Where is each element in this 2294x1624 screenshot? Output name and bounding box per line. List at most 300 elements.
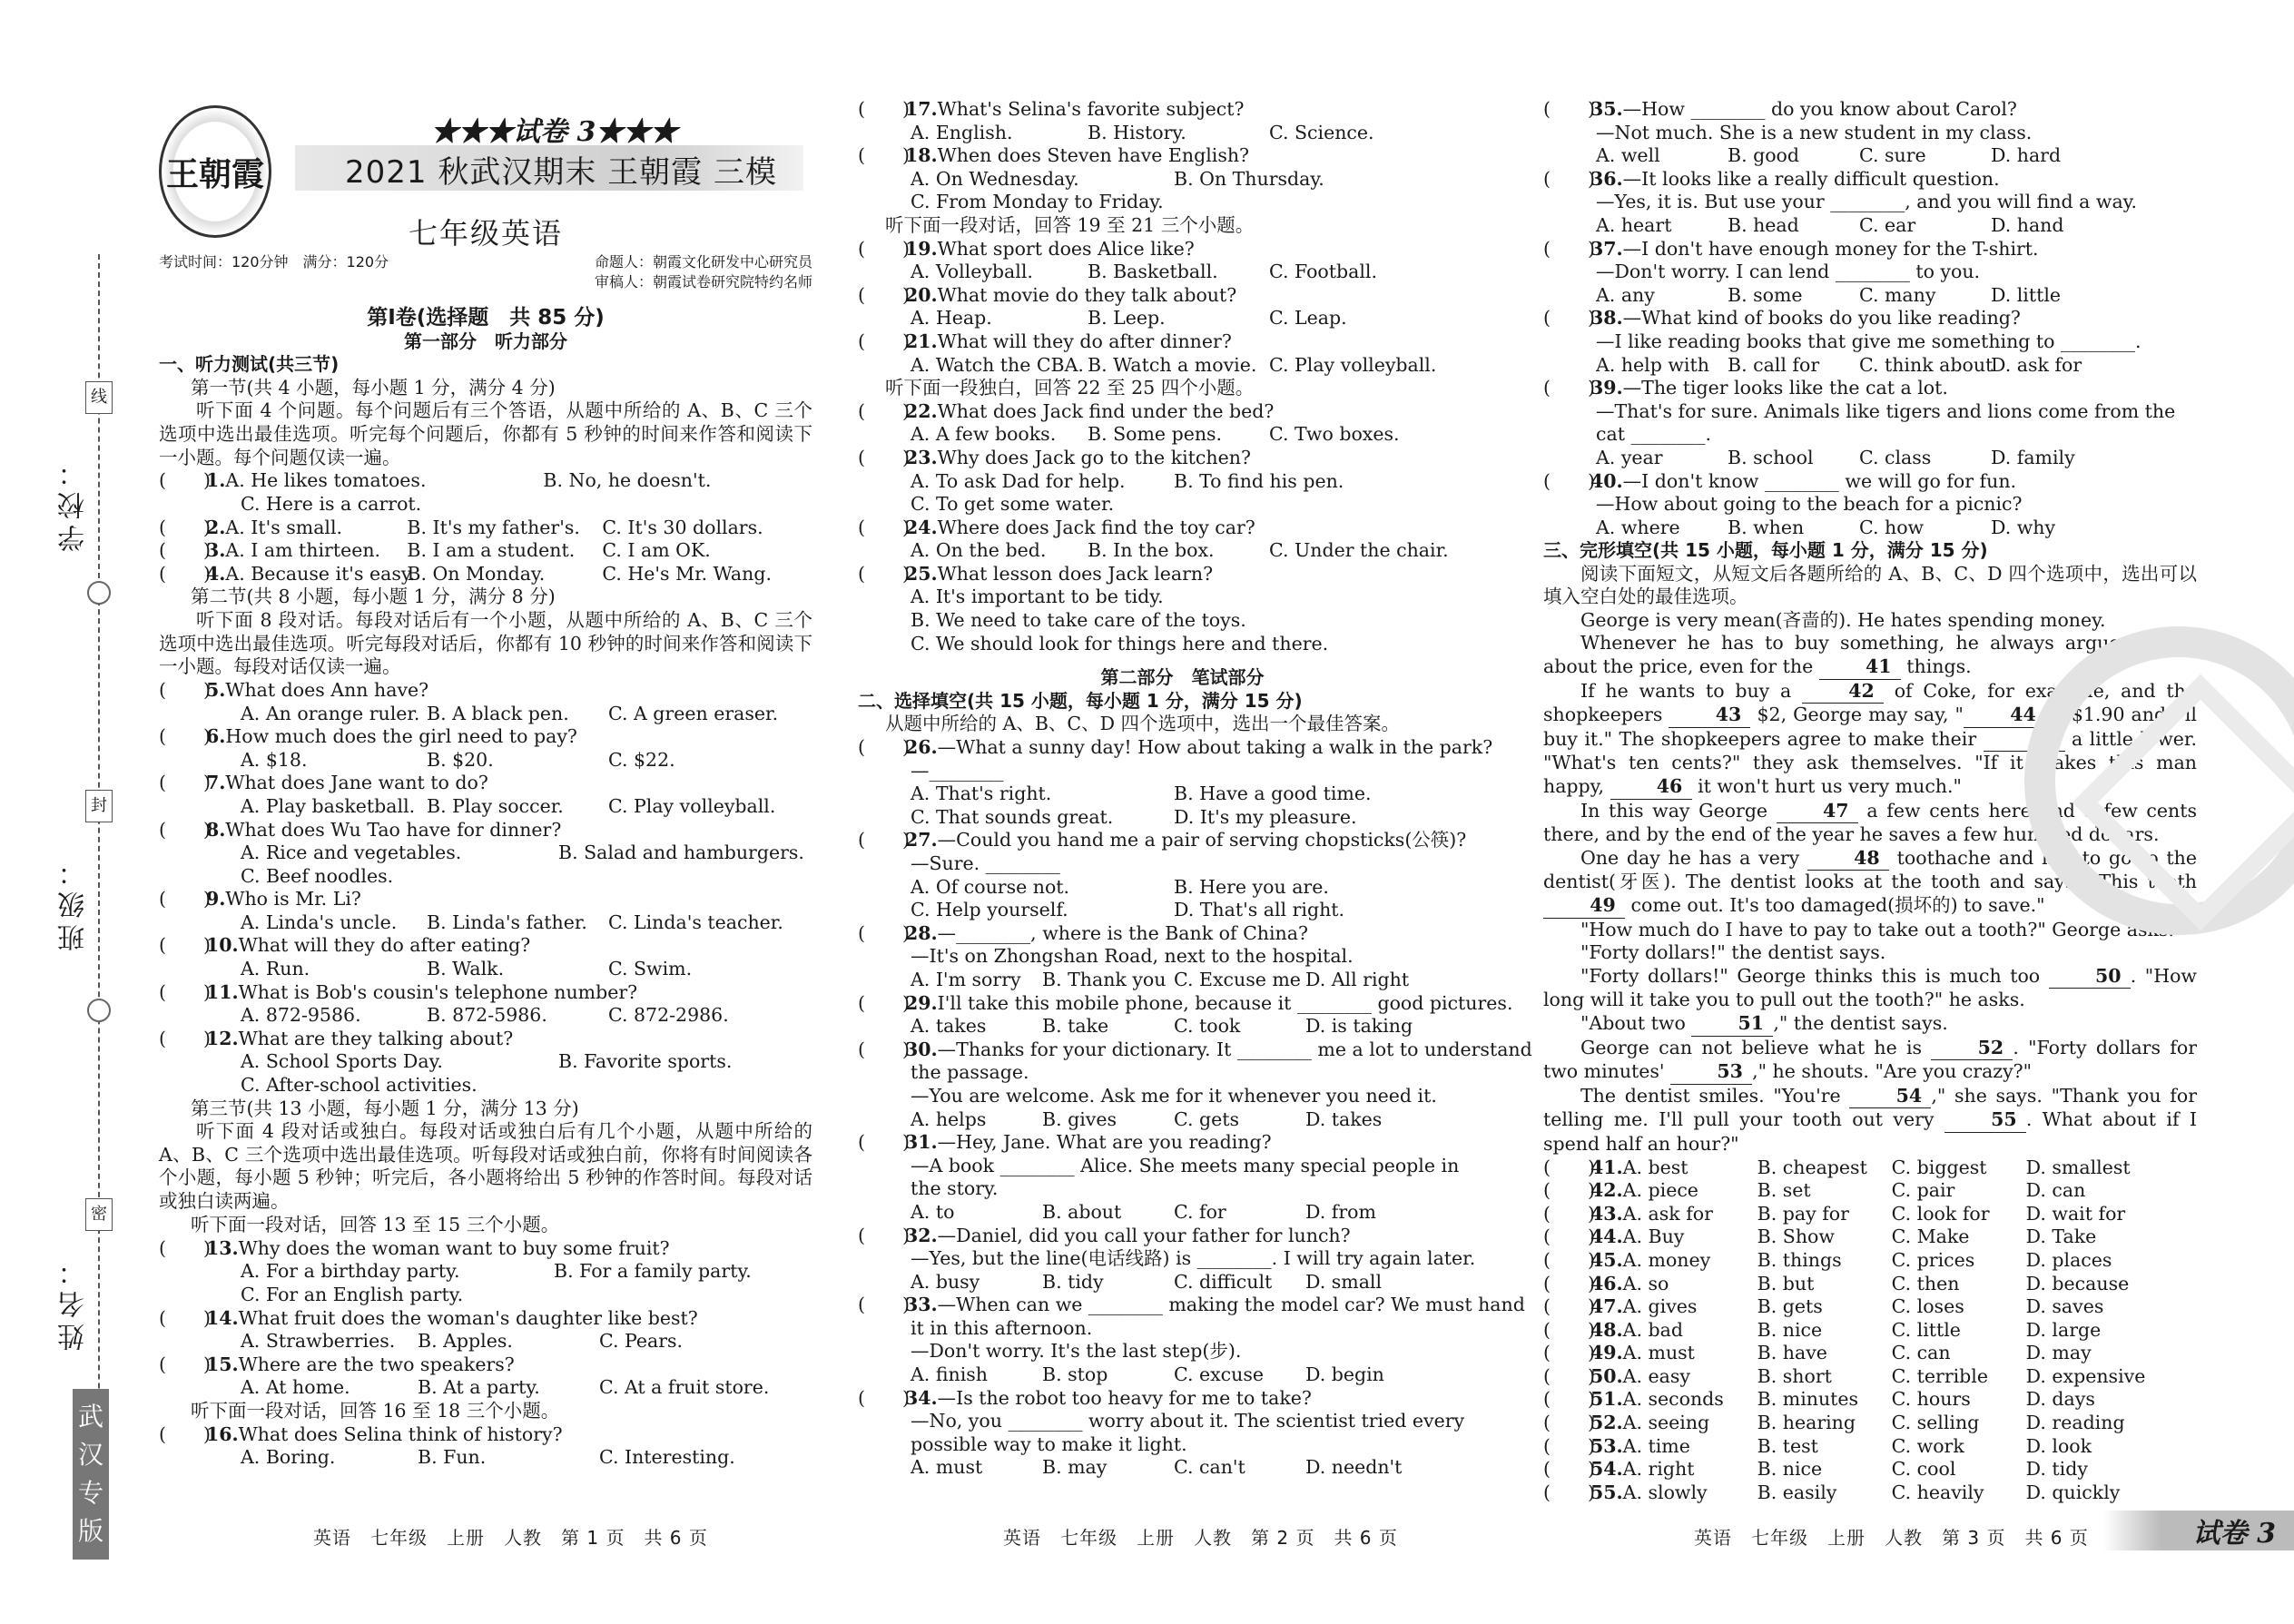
answer-bracket[interactable]: ( ) [858,1386,910,1409]
option-a[interactable]: A. Play basketball. [241,794,416,817]
option-d[interactable]: D. because [2025,1272,2130,1294]
option-a[interactable]: A. finish [911,1363,988,1386]
cloze-paragraph-7: "Forty dollars!" the dentist says. [1580,941,1886,964]
option-d[interactable]: D. family [1991,446,2075,468]
option-d[interactable]: D. ask for [1991,353,2082,376]
option-b[interactable]: B. minutes [1757,1388,1859,1411]
question-number: 44. [1590,1225,1623,1248]
answer-bracket[interactable]: ( ) [858,1131,910,1154]
answer-bracket[interactable]: ( ) [159,678,211,701]
option-c[interactable]: C. ear [1859,213,1916,236]
cloze-text: ," she says. "Thank you for telling me. I'll pull your tooth out very [1543,1084,2197,1131]
answer-bracket[interactable]: ( ) [858,283,910,306]
option-a[interactable]: A. Of course not. [911,875,1070,898]
option-d[interactable]: D. places [2025,1248,2112,1271]
option-c[interactable]: C. Play volleyball. [1269,353,1437,376]
option-a[interactable]: A. Rice and vegetables. [241,842,462,864]
answer-bracket[interactable]: ( ) [858,516,910,538]
option-a[interactable]: A. takes [911,1015,987,1038]
option-a[interactable]: A. Volleyball. [911,261,1033,283]
answer-bracket[interactable]: ( ) [1543,1225,1595,1248]
answer-bracket[interactable]: ( ) [159,516,211,538]
cloze-blank[interactable]: 47 [1777,800,1858,824]
answer-bracket[interactable]: ( ) [1543,377,1595,399]
question-number: 39. [1590,377,1623,399]
option-a[interactable]: A. School Sports Day. [241,1050,443,1073]
option-c[interactable]: C. It's 30 dollars. [602,516,763,538]
question-number: 12. [206,1027,239,1049]
option-b[interactable]: B. Watch a movie. [1088,353,1257,376]
question-stem [858,238,1507,261]
option-c[interactable]: C. loses [1891,1295,1964,1318]
option-c[interactable]: C. Football. [1269,261,1377,283]
option-a[interactable]: A. heart [1596,213,1672,236]
answer-bracket[interactable]: ( ) [858,399,910,422]
section-3-intro-1: 听下面一段对话，回答 13 至 15 三个小题。 [191,1214,560,1236]
answer-bracket[interactable]: ( ) [1543,1318,1595,1341]
option-c[interactable]: C. Linda's teacher. [608,910,783,933]
option-b[interactable]: B. 872-5986. [427,1004,547,1027]
option-a[interactable]: A. A few books. [911,423,1057,446]
cloze-blank[interactable]: 49 [1543,894,1625,919]
question-stem [858,991,1513,1016]
answer-bracket[interactable]: ( ) [858,144,910,167]
option-a[interactable]: A. He likes tomatoes. [225,469,427,492]
answer-bracket[interactable]: ( ) [858,1038,910,1060]
option-b[interactable]: B. gives [1042,1107,1117,1130]
answer-bracket[interactable]: ( ) [159,888,211,910]
option-a[interactable]: A. I'm sorry [911,968,1021,990]
option-a[interactable]: A. to [911,1200,955,1223]
cloze-paragraph-6: "How much do I have to pay to take out a tooth?" George asks. [1580,918,2174,940]
answer-bracket[interactable]: ( ) [159,980,211,1003]
option-b[interactable]: B. Some pens. [1088,423,1223,446]
option-c[interactable]: C. Swim. [608,958,693,980]
option-d[interactable]: D. little [1991,283,2062,306]
option-b[interactable]: B. Thank you [1042,968,1167,990]
option-c[interactable]: C. Interesting. [599,1446,735,1469]
answer-bracket[interactable]: ( ) [858,736,910,759]
option-b[interactable]: B. For a family party. [554,1260,752,1283]
option-d[interactable]: D. That's all right. [1174,899,1345,921]
option-c[interactable]: C. At a fruit store. [599,1376,770,1399]
option-a[interactable]: A. seeing [1622,1412,1710,1434]
option-c[interactable]: C. selling [1891,1412,1980,1434]
option-c[interactable]: C. Excuse me [1174,968,1301,990]
option-b[interactable]: B. History. [1088,121,1186,143]
answer-bracket[interactable]: ( ) [159,1306,211,1329]
answer-bracket[interactable]: ( ) [858,562,910,585]
answer-bracket[interactable]: ( ) [159,562,211,585]
answer-bracket[interactable]: ( ) [858,330,910,352]
cloze-text: come out. It's too damaged(损坏的) to save." [1625,894,2045,916]
option-c[interactable]: C. pair [1891,1179,1955,1202]
option-c[interactable]: C. cool [1891,1458,1956,1481]
option-b[interactable]: B. cheapest [1757,1156,1867,1178]
answer-bracket[interactable]: ( ) [159,818,211,841]
option-c[interactable]: C. can [1891,1342,1951,1364]
option-a[interactable]: A. An orange ruler. [241,702,420,724]
option-b[interactable]: B. In the box. [1088,539,1215,562]
question-number: 1. [206,469,226,492]
option-c[interactable]: C. Two boxes. [1269,423,1400,446]
answer-bracket[interactable]: ( ) [858,829,910,851]
question-stem [1543,1295,2197,1319]
option-a[interactable]: A. 872-9586. [241,1004,361,1027]
option-b[interactable]: B. Apples. [418,1330,513,1353]
option-a[interactable]: A. That's right. [911,782,1052,805]
binding-gutter [0,0,145,1624]
option-b[interactable]: B. nice [1757,1318,1823,1341]
answer-bracket[interactable]: ( ) [1543,1179,1595,1202]
answer-bracket[interactable]: ( ) [159,1353,211,1375]
answer-bracket[interactable]: ( ) [1543,1156,1595,1178]
question-text: What lesson does Jack learn? [937,562,1214,585]
option-d[interactable]: D. from [1305,1200,1376,1223]
option-b[interactable]: B. I am a student. [407,539,576,562]
option-b[interactable]: B. On Monday. [407,562,546,585]
option-c[interactable]: C. gets [1174,1107,1240,1130]
page-footer-2: 英语 七年级 上册 人教 第 2 页 共 6 页 [1003,1527,1398,1549]
question-number: 45. [1590,1248,1623,1271]
option-c[interactable]: C. Pears. [599,1330,684,1353]
option-c[interactable]: C. look for [1891,1202,1990,1225]
cloze-blank[interactable]: 54 [1849,1085,1931,1109]
option-b[interactable]: B. Play soccer. [427,794,564,817]
option-c[interactable]: C. Leap. [1269,307,1347,330]
question-stem [159,1423,812,1447]
question-number: 32. [905,1224,938,1246]
option-b[interactable]: B. Here you are. [1174,875,1329,898]
option-b[interactable]: B. when [1728,516,1805,538]
option-b[interactable]: B. Have a good time. [1174,782,1372,805]
answer-bracket[interactable]: ( ) [1543,1481,1595,1503]
cloze-blank[interactable]: 52 [1931,1037,2013,1061]
option-c[interactable]: C. work [1891,1434,1964,1457]
option-row [858,782,1507,806]
answer-bracket[interactable]: ( ) [1543,1202,1595,1225]
cloze-blank[interactable]: 46 [1610,775,1692,800]
question-stem [1543,470,2197,494]
option-c[interactable]: C. He's Mr. Wang. [602,562,772,585]
cloze-blank[interactable]: 41 [1819,655,1901,680]
option-d[interactable]: D. small [1305,1270,1383,1293]
option-c[interactable]: C. heavily [1891,1481,1984,1503]
option-b[interactable]: B. To find his pen. [1174,469,1344,492]
option-d[interactable]: D. may [2025,1342,2092,1364]
option-row [858,1363,1507,1387]
option-a[interactable]: A. bad [1622,1318,1683,1341]
option-a[interactable]: A. Linda's uncle. [241,910,398,933]
option-b[interactable]: B. Favorite sports. [558,1050,733,1073]
answer-bracket[interactable]: ( ) [159,772,211,794]
option-b[interactable]: B. Walk. [427,958,505,980]
option-row [1543,144,2197,168]
option-b[interactable]: B. On Thursday. [1174,167,1324,190]
option-b[interactable]: B. test [1757,1434,1818,1457]
option-row [858,539,1507,563]
option-a[interactable]: A. help with [1596,353,1709,376]
answer-bracket[interactable]: ( ) [858,1294,910,1316]
question-stem [159,888,812,911]
option-a[interactable]: A. slowly [1622,1481,1708,1503]
option-a[interactable]: A. Because it's easy. [225,562,416,585]
option-c[interactable]: C. took [1174,1015,1241,1038]
answer-bracket[interactable]: ( ) [1543,167,1595,190]
option-d[interactable]: D. why [1991,516,2056,538]
option-d[interactable]: D. tidy [2025,1458,2088,1481]
option-b[interactable]: B. have [1757,1342,1827,1364]
option-b[interactable]: B. nice [1757,1458,1823,1481]
option-a[interactable]: A. so [1622,1272,1669,1294]
option-b[interactable]: B. but [1757,1272,1815,1294]
question-text: —Daniel, did you call your father for lunch? [937,1224,1351,1246]
option-c[interactable]: C. A green eraser. [608,702,779,724]
option-c[interactable]: C. Under the chair. [1269,539,1449,562]
option-b[interactable]: B. At a party. [418,1376,540,1399]
option-a[interactable]: A. On Wednesday. [911,167,1079,190]
option-b[interactable]: B. easily [1757,1481,1837,1503]
option-a[interactable]: A. helps [911,1107,987,1130]
option-d[interactable]: D. hand [1991,213,2064,236]
option-b[interactable]: B. Leep. [1088,307,1166,330]
option-a[interactable]: A. Strawberries. [241,1330,396,1353]
option-d[interactable]: D. can [2025,1179,2086,1202]
cloze-blank[interactable]: 48 [1807,847,1889,871]
answer-bracket[interactable]: ( ) [1543,469,1595,492]
option-c[interactable]: C. difficult [1174,1270,1273,1293]
question-text: B. We need to take care of the toys. [911,609,1246,632]
answer-bracket[interactable]: ( ) [159,934,211,957]
option-d[interactable]: D. look [2025,1434,2092,1457]
option-b[interactable]: B. may [1042,1456,1108,1479]
answer-bracket[interactable]: ( ) [1543,98,1595,120]
option-row [858,1456,1507,1480]
option-a[interactable]: A. It's small. [225,516,343,538]
option-a[interactable]: A. Buy [1622,1225,1685,1248]
cloze-blank[interactable]: 53 [1670,1060,1752,1085]
option-b[interactable]: B. call for [1728,353,1820,376]
option-a[interactable]: A. right [1622,1458,1695,1481]
answer-bracket[interactable]: ( ) [1543,1412,1595,1434]
answer-bracket[interactable]: ( ) [1543,1342,1595,1364]
answer-bracket[interactable]: ( ) [858,98,910,120]
question-number: 2. [206,516,226,538]
question-text: I'll take this mobile phone, because it ________ good pictures. [937,991,1513,1014]
option-c[interactable]: C. little [1891,1318,1961,1341]
option-b[interactable]: B. tidy [1042,1270,1104,1293]
answer-bracket[interactable]: ( ) [858,921,910,944]
option-c[interactable]: C. Play volleyball. [608,794,776,817]
answer-bracket[interactable]: ( ) [1543,1248,1595,1271]
option-d[interactable]: D. is taking [1305,1015,1413,1038]
cloze-blank[interactable]: 50 [2049,965,2131,989]
answer-bracket[interactable]: ( ) [858,991,910,1014]
option-d[interactable]: D. hard [1991,144,2062,167]
answer-bracket[interactable]: ( ) [159,469,211,492]
question-stem [159,1353,812,1377]
option-b[interactable]: B. pay for [1757,1202,1849,1225]
option-d[interactable]: D. begin [1305,1363,1384,1386]
option-a[interactable]: A. year [1596,446,1663,468]
option-b[interactable]: B. Fun. [418,1446,487,1469]
option-a[interactable]: A. To ask Dad for help. [911,469,1126,492]
option-a[interactable]: A. best [1622,1156,1689,1178]
option-c[interactable]: C. many [1859,283,1936,306]
option-c[interactable]: C. $22. [608,748,675,771]
answer-bracket[interactable]: ( ) [1543,307,1595,330]
cloze-blank[interactable]: 51 [1691,1012,1773,1037]
class-field[interactable] [54,853,94,951]
option-a[interactable]: A. gives [1622,1295,1698,1318]
option-a[interactable]: A. money [1622,1248,1711,1271]
option-b[interactable]: B. some [1728,283,1803,306]
option-a[interactable]: A. Heap. [911,307,992,330]
name-field[interactable] [54,1253,94,1351]
option-d[interactable]: D. large [2025,1318,2102,1341]
option-c[interactable]: C. I am OK. [602,539,711,562]
cloze-blank[interactable]: 45 [1984,728,2065,753]
answer-bracket[interactable]: ( ) [1543,1272,1595,1294]
cloze-text: One day he has a very [1580,846,1807,869]
question-text: —Yes, but the line(电话线路) is ________. I will try again later. [911,1247,1476,1270]
option-b[interactable]: B. gets [1757,1295,1823,1318]
option-c[interactable]: C. That sounds great. [911,805,1114,828]
option-b[interactable]: B. Linda's father. [427,910,587,933]
school-field[interactable] [54,454,94,552]
cloze-blank[interactable]: 43 [1669,704,1750,728]
option-b[interactable]: B. It's my father's. [407,516,580,538]
option-a[interactable]: A. seconds [1622,1388,1724,1411]
option-c[interactable]: C. prices [1891,1248,1975,1271]
option-a[interactable]: A. On the bed. [911,539,1047,562]
option-c[interactable]: C. can't [1174,1456,1245,1479]
option-b[interactable]: B. No, he doesn't. [543,469,712,492]
answer-bracket[interactable]: ( ) [1543,1434,1595,1457]
option-row [858,470,1507,494]
option-c[interactable]: C. hours [1891,1388,1971,1411]
option-b[interactable]: B. things [1757,1248,1842,1271]
option-d[interactable]: D. Take [2025,1225,2097,1248]
option-a[interactable]: A. $18. [241,748,308,771]
option-b[interactable]: B. A black pen. [427,702,569,724]
option-b[interactable]: B. about [1042,1200,1122,1223]
option-c[interactable]: C. terrible [1891,1364,1988,1387]
option-c[interactable]: C. how [1859,516,1925,538]
option-a[interactable]: A. For a birthday party. [241,1260,460,1283]
answer-bracket[interactable]: ( ) [858,1224,910,1246]
name-label: 姓名： [58,1253,90,1351]
option-b[interactable]: B. short [1757,1364,1832,1387]
option-a[interactable]: A. At home. [241,1376,350,1399]
option-b[interactable]: B. set [1757,1179,1811,1202]
answer-bracket[interactable]: ( ) [1543,1295,1595,1318]
option-d[interactable]: D. It's my pleasure. [1174,805,1357,828]
option-c[interactable]: C. Make [1891,1225,1970,1248]
option-b[interactable]: B. Basketball. [1088,261,1218,283]
answer-bracket[interactable]: ( ) [1543,1388,1595,1411]
option-b[interactable]: B. head [1728,213,1799,236]
option-a[interactable]: A. Run. [241,958,310,980]
option-b[interactable]: B. Show [1757,1225,1835,1248]
option-c[interactable]: C. then [1891,1272,1960,1294]
option-b[interactable]: B. Salad and hamburgers. [558,842,804,864]
option-a[interactable]: A. time [1622,1434,1690,1457]
option-d[interactable]: D. All right [1305,968,1410,990]
option-d[interactable]: D. takes [1305,1107,1383,1130]
option-d[interactable]: D. days [2025,1388,2095,1411]
answer-bracket[interactable]: ( ) [159,539,211,562]
option-b[interactable]: B. good [1728,144,1800,167]
option-c[interactable]: C. for [1174,1200,1226,1223]
option-d[interactable]: D. needn't [1305,1456,1403,1479]
answer-bracket[interactable]: ( ) [159,1027,211,1049]
option-c[interactable]: C. biggest [1891,1156,1987,1178]
option-d[interactable]: D. saves [2025,1295,2104,1318]
option-d[interactable]: D. smallest [2025,1156,2131,1178]
answer-bracket[interactable]: ( ) [159,1422,211,1445]
option-d[interactable]: D. expensive [2025,1364,2146,1387]
option-b[interactable]: B. hearing [1757,1412,1856,1434]
cloze-blank[interactable]: 42 [1802,680,1884,704]
option-a[interactable]: A. ask for [1622,1202,1713,1225]
option-a[interactable]: A. must [911,1456,983,1479]
option-b[interactable]: B. stop [1042,1363,1108,1386]
option-b[interactable]: B. school [1728,446,1814,468]
question-number: 41. [1590,1156,1623,1178]
answer-bracket[interactable]: ( ) [858,237,910,260]
question-text: —When can we ________ making the model car? We must hand [937,1294,1525,1316]
option-c[interactable]: C. Science. [1269,121,1374,143]
option-d[interactable]: D. quickly [2025,1481,2121,1503]
option-d[interactable]: D. wait for [2025,1202,2126,1225]
option-a[interactable]: A. busy [911,1270,980,1293]
option-c[interactable]: C. class [1859,446,1932,468]
option-d[interactable]: D. reading [2025,1412,2125,1434]
answer-bracket[interactable]: ( ) [159,1236,211,1259]
option-c[interactable]: C. sure [1859,144,1926,167]
option-c[interactable]: C. 872-2986. [608,1004,729,1027]
answer-bracket[interactable]: ( ) [1543,1458,1595,1481]
answer-bracket[interactable]: ( ) [1543,1364,1595,1387]
question-stem [159,1307,812,1331]
seal-mark-seal: 封 [85,790,113,822]
option-a[interactable]: A. must [1622,1342,1695,1364]
option-a[interactable]: A. Watch the CBA. [911,353,1084,376]
answer-bracket[interactable]: ( ) [858,446,910,468]
option-b[interactable]: B. $20. [427,748,494,771]
option-a[interactable]: A. Boring. [241,1446,336,1469]
option-a[interactable]: A. English. [911,121,1013,143]
option-c[interactable]: C. Help yourself. [911,899,1068,921]
option-c[interactable]: C. excuse [1174,1363,1265,1386]
option-a[interactable]: A. any [1596,283,1655,306]
option-row [159,749,812,773]
answer-bracket[interactable]: ( ) [1543,237,1595,260]
cloze-blank[interactable]: 44 [1964,704,2045,728]
cloze-blank[interactable]: 55 [1944,1108,2026,1133]
option-a[interactable]: A. well [1596,144,1660,167]
answer-bracket[interactable]: ( ) [159,725,211,748]
option-c[interactable]: C. think about [1859,353,1994,376]
option-a[interactable]: A. easy [1622,1364,1690,1387]
option-a[interactable]: A. where [1596,516,1680,538]
question-number: 21. [905,330,938,352]
question-number: 34. [905,1386,938,1409]
option-a[interactable]: A. piece [1622,1179,1698,1202]
option-a[interactable]: A. I am thirteen. [225,539,381,562]
option-b[interactable]: B. take [1042,1015,1109,1038]
